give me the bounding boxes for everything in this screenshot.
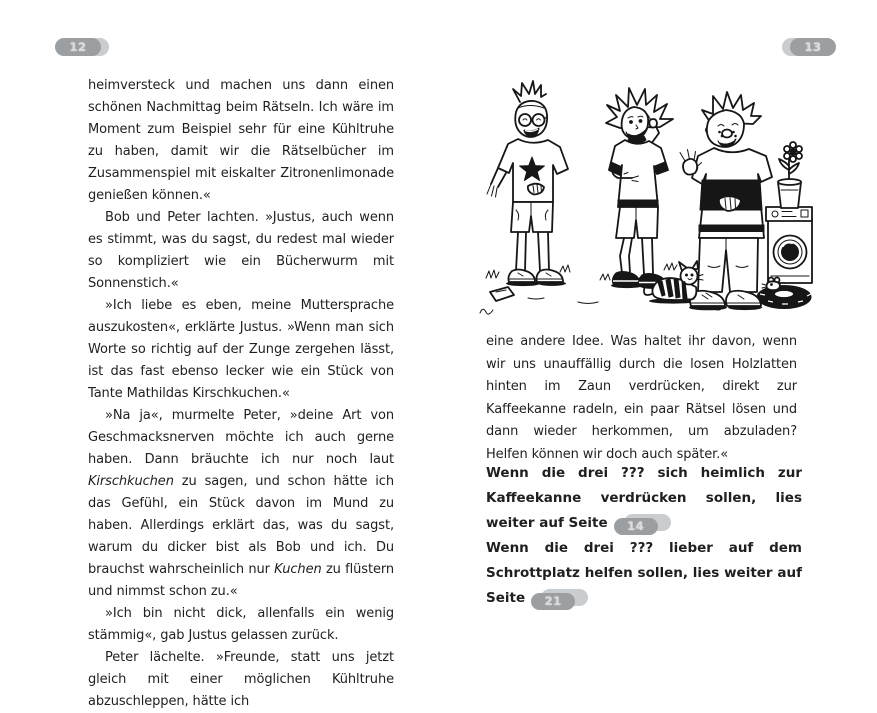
page-number-badge-right [790, 38, 836, 56]
paragraph: »Ich liebe es eben, meine Muttersprache auszukosten«, erklärte Justus. »Wenn man sich Worte so richtig auf der Zunge zergehen lässt, ist das fast ebenso lecker wie ein Stück von Tante Mathildas Kirschkuchen.« [88, 298, 394, 401]
page-number: 12 [55, 38, 101, 56]
bob-figure [487, 81, 568, 282]
daisy-flower [784, 142, 802, 162]
emphasized-word: Kirschkuchen [88, 474, 174, 489]
paragraph: eine andere Idee. Was haltet ihr davon, wenn wir uns unauffällig durch die losen Holzlatten hinten im Zaun verdrücken, direkt zur Kaffeekanne radeln, ein paar Rätsel lösen und dann wieder herkommen, um abzuladen? Helfen können wir doch auch später.« [486, 334, 797, 462]
paragraph: »Na ja«, murmelte Peter, »deine Art von Geschmacksnerven möchte ich auch gerne haben. Dann bräuchte ich nur noch laut Kirschkuchen zu sagen, und schon hätte ich das Gefühl, ein Stück davon im Mund zu haben. Allerdings erklärt das, was du sagst, warum du dicker bist als Bob und ich. Du brauchst wahrscheinlich nur Kuchen zu flüstern und nimmst schon zu.« [88, 408, 394, 599]
paragraph: Peter lächelte. »Freunde, statt uns jetzt gleich mit einer möglichen Kühltruhe abzuschleppen, hätte ich [88, 650, 394, 709]
choice-block [486, 461, 802, 611]
paragraph: heimversteck und machen uns dann einen schönen Nachmittag beim Rätseln. Ich wäre im Moment zum Beispiel sehr für eine Kühltruhe zu haben, damit wir die Rätselbücher im Zusammenspiel mit eiskalter Zitronenlimonade genießen können.« [88, 78, 394, 203]
goto-page-badge [531, 589, 575, 606]
goto-page-number: 21 [531, 593, 575, 610]
goto-page-badge [614, 514, 658, 531]
illustration-three-kids [468, 70, 813, 320]
paragraph: »Ich bin nicht dick, allenfalls ein wenig stämmig«, gab Justus gelassen zurück. [88, 606, 394, 643]
choice-option: Wenn die drei ??? sich heimlich zur Kaffeekanne verdrücken sollen, lies weiter auf Seite 14 [486, 465, 802, 533]
illustrator-signature [480, 309, 493, 314]
paragraph: Bob und Peter lachten. »Justus, auch wenn es stimmt, was du sagst, du redest mal wieder so kompliziert wie ein Bücherwurm mit Sonnenstich.« [88, 210, 394, 291]
page-number: 13 [790, 38, 836, 56]
left-page-text [88, 75, 394, 713]
peter-figure [606, 88, 673, 286]
paper-scrap [490, 287, 514, 301]
page-number-badge-left [55, 38, 101, 56]
goto-page-number: 14 [614, 518, 658, 535]
emphasized-word: Kuchen [274, 562, 322, 577]
right-page-text [486, 331, 797, 466]
choice-option: Wenn die drei ??? lieber auf dem Schrottplatz helfen sollen, lies weiter auf Seite 21 [486, 540, 802, 608]
flower-pot [778, 142, 802, 208]
tire [757, 286, 811, 309]
washing-machine [766, 207, 812, 283]
